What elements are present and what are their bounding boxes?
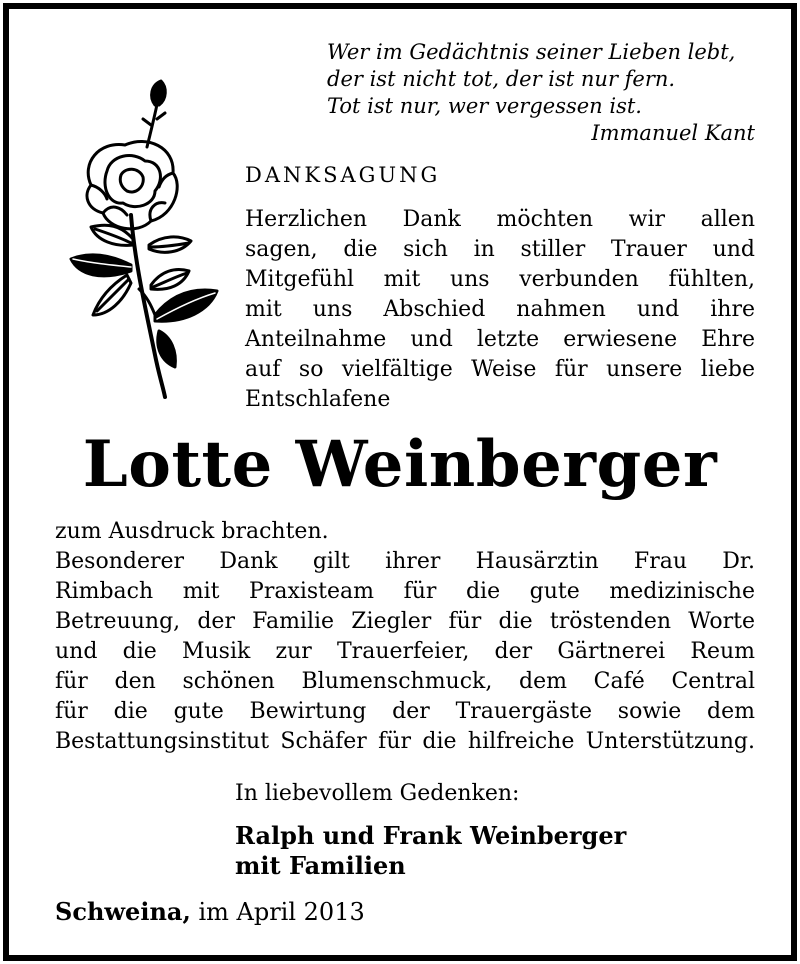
quote-author: Immanuel Kant [591,121,755,145]
text-line: Anteilnahme und letzte erwiesene Ehre [245,327,755,352]
quote-line: der ist nicht tot, der ist nur fern. [327,67,676,91]
text-line: für die gute Bewirtung der Trauergäste sowie dem [55,699,755,724]
text-line: sagen, die sich in stiller Trauer und [245,237,755,262]
text-line: Bestattungsinstitut Schäfer für die hilfreiche Unterstützung. [55,729,755,754]
text-line: auf so vielfältige Weise für unsere liebe [245,357,755,382]
quote-line: Tot ist nur, wer vergessen ist. [327,94,642,118]
rose-icon [51,75,223,401]
text-line: Herzlichen Dank möchten wir allen [245,207,755,232]
remembrance-line: In liebevollem Gedenken: [235,781,520,806]
date: im April 2013 [198,898,365,926]
quote-line: Wer im Gedächtnis seiner Lieben lebt, [327,40,736,64]
acknowledgement-paragraph [55,517,755,757]
signers [235,821,626,881]
place: Schweina, [55,897,191,926]
text-line: für den schönen Blumenschmuck, dem Café Central [55,669,755,694]
thanks-paragraph [245,205,755,415]
heading: DANKSAGUNG [245,163,441,187]
kant-quote [327,39,755,147]
signer-line: Ralph und Frank Weinberger [235,821,627,850]
text-line: Betreuung, der Familie Ziegler für die tröstenden Worte [55,609,755,634]
text-line: zum Ausdruck brachten. [55,519,329,544]
deceased-name: Lotte Weinberger [82,427,718,502]
obituary-notice [3,3,797,961]
text-line: Rimbach mit Praxisteam für die gute medizinische [55,579,755,604]
text-line: Besonderer Dank gilt ihrer Hausärztin Frau Dr. [55,549,755,574]
signer-line: mit Familien [235,851,406,880]
text-line: und die Musik zur Trauerfeier, der Gärtnerei Reum [55,639,755,664]
text-line: Entschlafene [245,387,391,412]
place-date [55,897,365,926]
text-line: Mitgefühl mit uns verbunden fühlten, [245,267,755,292]
text-line: mit uns Abschied nahmen und ihre [245,297,755,322]
